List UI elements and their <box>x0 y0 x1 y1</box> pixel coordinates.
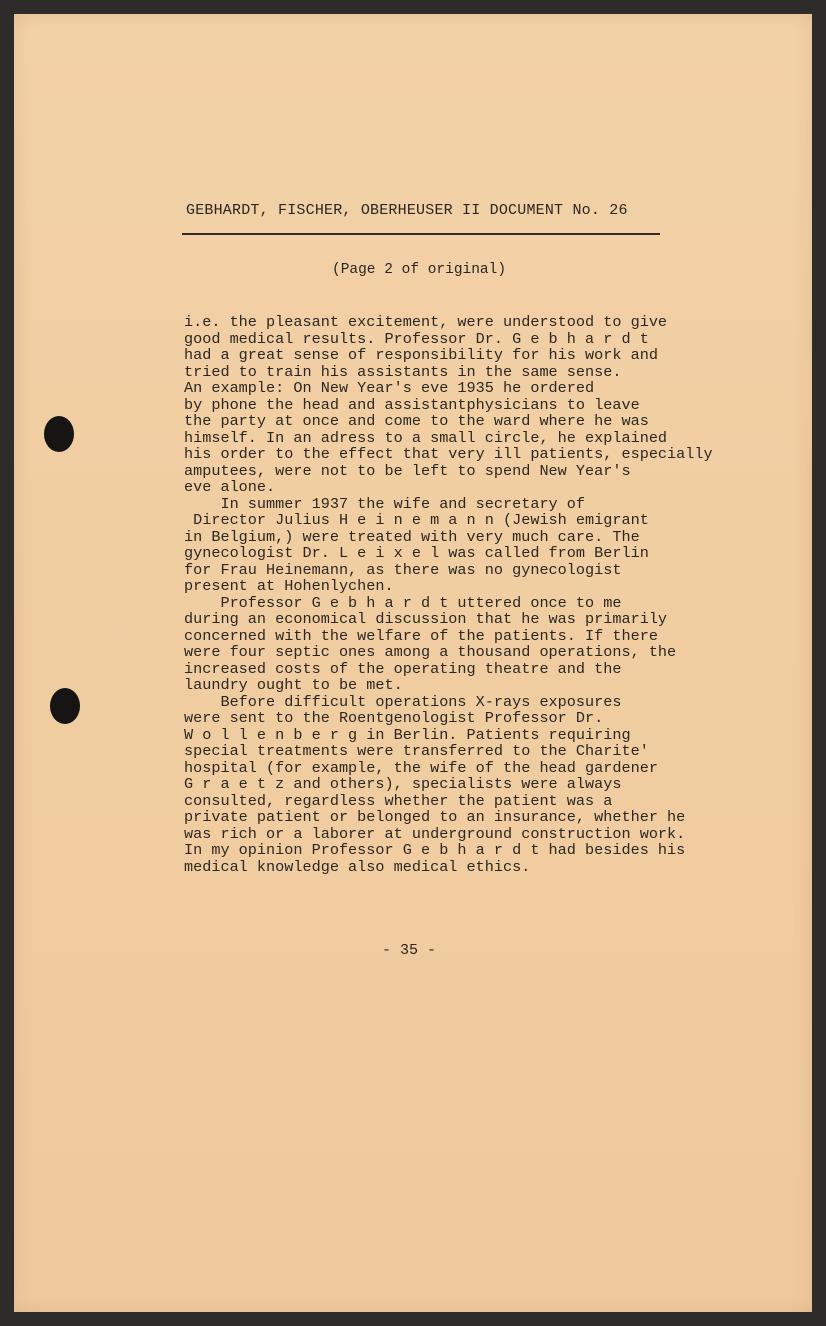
body-line: tried to train his assistants in the same sense. <box>184 362 622 381</box>
body-line: In summer 1937 the wife and secretary of <box>184 494 586 513</box>
body-line: increased costs of the operating theatre and the <box>184 659 622 678</box>
body-line: was rich or a laborer at underground construction work. <box>184 824 686 843</box>
body-line: his order to the effect that very ill patients, especially <box>184 445 713 463</box>
body-line: good medical results. Professor Dr. G e b h a r d t <box>184 329 649 348</box>
body-line: amputees, were not to be left to spend New Year's <box>184 461 631 480</box>
body-line: Professor G e b h a r d t uttered once to me <box>184 593 622 612</box>
body-line: the party at once and come to the ward where he was <box>184 412 649 430</box>
body-line: consulted, regardless whether the patient was a <box>184 791 613 810</box>
body-line: present at Hohenlychen. <box>184 577 394 595</box>
body-line: in Belgium,) were treated with very much care. The <box>184 527 640 546</box>
body-line: during an economical discussion that he was primarily <box>184 610 668 628</box>
body-line: private patient or belonged to an insurance, whether he <box>184 808 686 826</box>
body-line: An example: On New Year's eve 1935 he ordered <box>184 379 595 397</box>
body-line: were four septic ones among a thousand operations, the <box>184 643 677 661</box>
body-line: laundry ought to be met. <box>184 676 403 694</box>
body-line: hospital (for example, the wife of the head gardener <box>184 758 658 777</box>
body-line: Director Julius H e i n e m a n n (Jewish emigrant <box>184 511 649 529</box>
body-line: gynecologist Dr. L e i x e l was called from Berlin <box>184 544 649 562</box>
body-line: were sent to the Roentgenologist Professor Dr. <box>184 709 604 727</box>
body-line: eve alone. <box>184 478 276 496</box>
body-line: himself. In an adress to a small circle, he explained <box>184 428 668 447</box>
document-body <box>184 314 784 875</box>
body-line: had a great sense of responsibility for his work and <box>184 346 658 364</box>
body-line: G r a e t z and others), specialists were always <box>184 775 622 793</box>
body-line: i.e. the pleasant excitement, were understood to give <box>184 313 668 331</box>
page-subheading: (Page 2 of original) <box>332 262 507 278</box>
body-line: Before difficult operations X-rays exposures <box>184 692 622 711</box>
body-line: W o l l e n b e r g in Berlin. Patients requiring <box>184 725 631 744</box>
document-header: GEBHARDT, FISCHER, OBERHEUSER II DOCUMENT No. 26 <box>186 202 628 219</box>
header-underline <box>182 233 660 235</box>
body-line: concerned with the welfare of the patients. If there <box>184 626 658 645</box>
punch-hole-bottom <box>50 688 80 724</box>
page-number: - 35 - <box>382 942 437 959</box>
body-line: by phone the head and assistantphysicians to leave <box>184 395 640 414</box>
body-line: for Frau Heinemann, as there was no gynecologist <box>184 560 622 579</box>
body-line: special treatments were transferred to the Charite' <box>184 742 649 760</box>
body-line: In my opinion Professor G e b h a r d t had besides his <box>184 841 686 859</box>
punch-hole-top <box>44 416 74 452</box>
body-line: medical knowledge also medical ethics. <box>184 857 531 876</box>
